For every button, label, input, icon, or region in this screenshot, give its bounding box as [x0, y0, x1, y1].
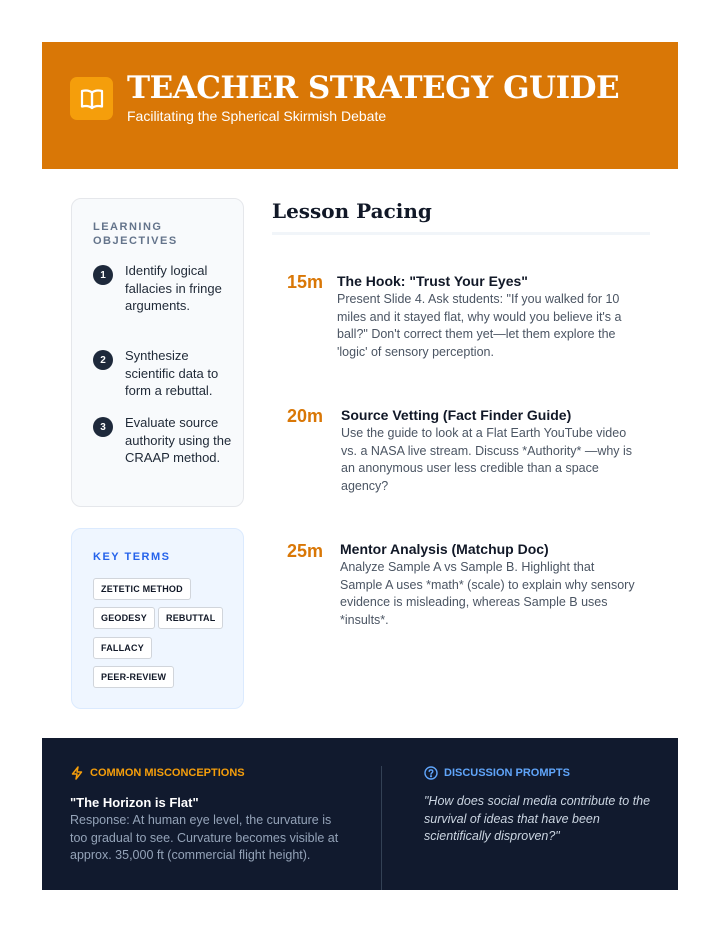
- term-tag: GEODESY: [93, 607, 155, 629]
- key-terms-title: KEY TERMS: [93, 551, 171, 563]
- discussion-prompt: "How does social media contribute to the survival of ideas that have been scientifically disproven?": [424, 794, 651, 844]
- header-banner: [42, 42, 678, 169]
- step-title: Source Vetting (Fact Finder Guide): [341, 407, 572, 423]
- term-tag: REBUTTAL: [158, 607, 223, 629]
- objective-number: 2: [93, 350, 113, 370]
- discussion-heading: [424, 766, 570, 780]
- step-duration: 25m: [287, 541, 324, 561]
- page-title: TEACHER STRATEGY GUIDE: [127, 70, 620, 106]
- page-subtitle: Facilitating the Spherical Skirmish Debate: [127, 108, 387, 124]
- step-description: Analyze Sample A vs Sample B. Highlight that Sample A uses *math* (scale) to explain why sensory evidence is misleading, whereas Sample B uses *insults*.: [340, 560, 635, 628]
- footer-panel: [42, 738, 678, 890]
- misconceptions-heading: [70, 766, 245, 780]
- book-open-icon: [70, 77, 113, 120]
- step-description: Present Slide 4. Ask students: "If you walked for 10 miles and it stayed flat, why would you believe it's a ball?" Don't correct them yet—let them explore the 'logic' of sensory perception.: [337, 292, 622, 360]
- step-duration: 20m: [287, 406, 324, 426]
- misconception-title: "The Horizon is Flat": [70, 795, 199, 810]
- term-tag: FALLACY: [93, 637, 152, 659]
- step-description: Use the guide to look at a Flat Earth YouTube video vs. a NASA live stream. Discuss *Authority* —why is an anonymous user less credible than a space agency?: [341, 426, 633, 494]
- step-title: Mentor Analysis (Matchup Doc): [340, 541, 549, 557]
- step-title: The Hook: "Trust Your Eyes": [337, 273, 528, 289]
- discussion-label: DISCUSSION PROMPTS: [444, 767, 570, 779]
- objective-text: Evaluate source authority using the CRAAP method.: [125, 415, 232, 465]
- objective-text: Identify logical fallacies in fringe arguments.: [125, 263, 222, 313]
- section-divider: [272, 232, 650, 235]
- question-circle-icon: [424, 766, 438, 780]
- footer-divider: [381, 766, 382, 890]
- misconceptions-label: COMMON MISCONCEPTIONS: [90, 767, 245, 779]
- term-tag: ZETETIC METHOD: [93, 578, 191, 600]
- objective-number: 1: [93, 265, 113, 285]
- objectives-title: LEARNING OBJECTIVES: [93, 221, 178, 247]
- lightning-icon: [70, 766, 84, 780]
- objective-number: 3: [93, 417, 113, 437]
- lesson-pacing-title: Lesson Pacing: [272, 199, 432, 223]
- objective-text: Synthesize scientific data to form a rebuttal.: [125, 348, 219, 398]
- term-tag: PEER-REVIEW: [93, 666, 174, 688]
- learning-objectives-card: [71, 198, 244, 507]
- key-terms-card: [71, 528, 244, 709]
- step-duration: 15m: [287, 272, 324, 292]
- misconception-response: Response: At human eye level, the curvature is too gradual to see. Curvature becomes visible at approx. 35,000 ft (commercial flight height).: [70, 813, 339, 863]
